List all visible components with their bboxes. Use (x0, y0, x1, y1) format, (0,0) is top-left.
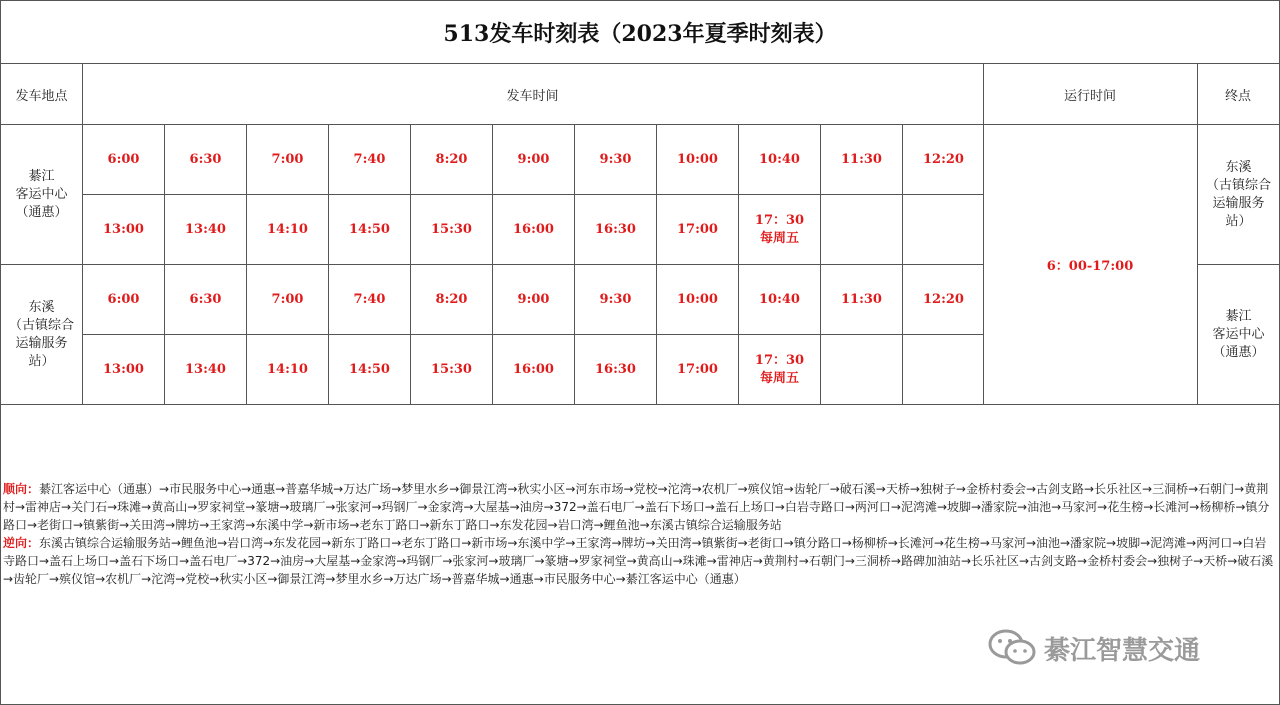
terminal-stop: 綦江 客运中心 （通惠） (1212, 308, 1265, 360)
departure-time-cell: 15:30 (431, 362, 472, 377)
grid-line (0, 404, 1280, 405)
run-time-value: 6：00-17:00 (1046, 259, 1134, 274)
departure-time-cell: 10:40 (759, 292, 800, 307)
departure-time-cell: 11:30 (841, 292, 882, 307)
departure-stop: 綦江 客运中心 （通惠） (15, 168, 68, 220)
header-terminal: 终点 (1224, 88, 1251, 104)
departure-time-cell: 9:00 (517, 292, 550, 307)
departure-time-cell: 13:40 (185, 222, 226, 237)
departure-time-cell: 17：30 每周五 (754, 212, 805, 246)
reverse-route (3, 534, 1275, 588)
departure-time-cell: 7:00 (271, 292, 304, 307)
forward-route (3, 480, 1275, 534)
departure-time-cell: 14:10 (267, 362, 308, 377)
departure-time-cell: 16:30 (595, 222, 636, 237)
forward-route-text: 綦江客运中心（通惠）→市民服务中心→通惠→普嘉华城→万达广场→梦里水乡→御景江湾→秋实小区→河东市场→党校→沱湾→农机厂→殡仪馆→齿轮厂→破石溪→天桥→独树子→金桥村委会→古剑支路→长乐社区→三洞桥→石朝门→黄荆村→雷神店→关门石→珠滩→黄高山→罗家祠堂→篆塘→玻璃厂→张家河→玛钢厂→金家湾→大屋基→油房→372→盖石电厂→盖石下场口→盖石上场口→白岩寺路口→两河口→泥湾滩→坡脚→潘家院→油池→马家河→花生榜→长滩河→杨柳桥→镇分路口→老街口→镇紫街→关田湾→牌坊→王家湾→东溪中学→新市场→老东丁路口→新东丁路口→东发花园→岩口湾→鲤鱼池→东溪古镇综合运输服务站 (3, 482, 1270, 532)
watermark (988, 628, 1200, 668)
reverse-label: 逆向： (3, 536, 40, 550)
departure-time-cell: 8:20 (435, 292, 468, 307)
departure-time-cell: 11:30 (841, 152, 882, 167)
departure-time-cell: 10:00 (677, 152, 718, 167)
departure-time-cell: 9:30 (599, 292, 632, 307)
departure-time-cell: 17:00 (677, 362, 718, 377)
departure-time-cell: 13:00 (103, 222, 144, 237)
departure-time-cell: 17：30 每周五 (754, 352, 805, 386)
terminal-stop: 东溪 （古镇综合 运输服务 站） (1205, 159, 1271, 229)
departure-time-cell: 10:40 (759, 152, 800, 167)
wechat-icon (988, 628, 1038, 668)
header-run-time: 运行时间 (1063, 88, 1116, 104)
departure-time-cell (903, 335, 984, 404)
departure-time-cell: 14:50 (349, 362, 390, 377)
departure-time-cell: 7:00 (271, 152, 304, 167)
departure-time-cell: 6:00 (107, 152, 140, 167)
reverse-route-text: 东溪古镇综合运输服务站→鲤鱼池→岩口湾→东发花园→新东丁路口→老东丁路口→新市场→东溪中学→王家湾→牌坊→关田湾→镇紫街→老街口→镇分路口→杨柳桥→长滩河→花生榜→马家河→油池→潘家院→坡脚→泥湾滩→两河口→白岩寺路口→盖石上场口→盖石下场口→盖石电厂→372→油房→大屋基→金家湾→玛钢厂→张家河→玻璃厂→篆塘→罗家祠堂→黄高山→珠滩→雷神店→黄荆村→石朝门→三洞桥→路碑加油站→长乐社区→古剑支路→金桥村委会→独树子→天桥→破石溪→齿轮厂→殡仪馆→农机厂→沱湾→党校→秋实小区→御景江湾→梦里水乡→万达广场→普嘉华城→通惠→市民服务中心→綦江客运中心（通惠） (3, 536, 1274, 586)
departure-time-cell: 7:40 (353, 152, 386, 167)
departure-time-cell: 14:50 (349, 222, 390, 237)
departure-time-cell: 12:20 (923, 292, 964, 307)
departure-time-cell: 17:00 (677, 222, 718, 237)
departure-time-cell: 13:00 (103, 362, 144, 377)
departure-time-cell: 7:40 (353, 292, 386, 307)
departure-time-cell: 8:20 (435, 152, 468, 167)
departure-time-cell: 9:30 (599, 152, 632, 167)
departure-time-cell (903, 195, 984, 264)
header-departure-place: 发车地点 (15, 88, 68, 104)
departure-time-cell (821, 335, 902, 404)
watermark-text: 綦江智慧交通 (1044, 635, 1201, 666)
departure-time-cell: 16:00 (513, 222, 554, 237)
departure-time-cell: 13:40 (185, 362, 226, 377)
departure-time-cell (821, 195, 902, 264)
route-description (3, 480, 1275, 588)
departure-time-cell: 6:00 (107, 292, 140, 307)
departure-time-cell: 6:30 (189, 152, 222, 167)
departure-time-cell: 6:30 (189, 292, 222, 307)
header-departure-time: 发车时间 (506, 88, 559, 104)
departure-time-cell: 14:10 (267, 222, 308, 237)
departure-time-cell: 10:00 (677, 292, 718, 307)
forward-label: 顺向： (3, 482, 40, 496)
departure-time-cell: 12:20 (923, 152, 964, 167)
departure-stop: 东溪 （古镇综合 运输服务 站） (8, 299, 74, 369)
departure-time-cell: 9:00 (517, 152, 550, 167)
departure-time-cell: 16:30 (595, 362, 636, 377)
page-title: 513发车时刻表（2023年夏季时刻表） (443, 20, 837, 47)
departure-time-cell: 15:30 (431, 222, 472, 237)
departure-time-cell: 16:00 (513, 362, 554, 377)
